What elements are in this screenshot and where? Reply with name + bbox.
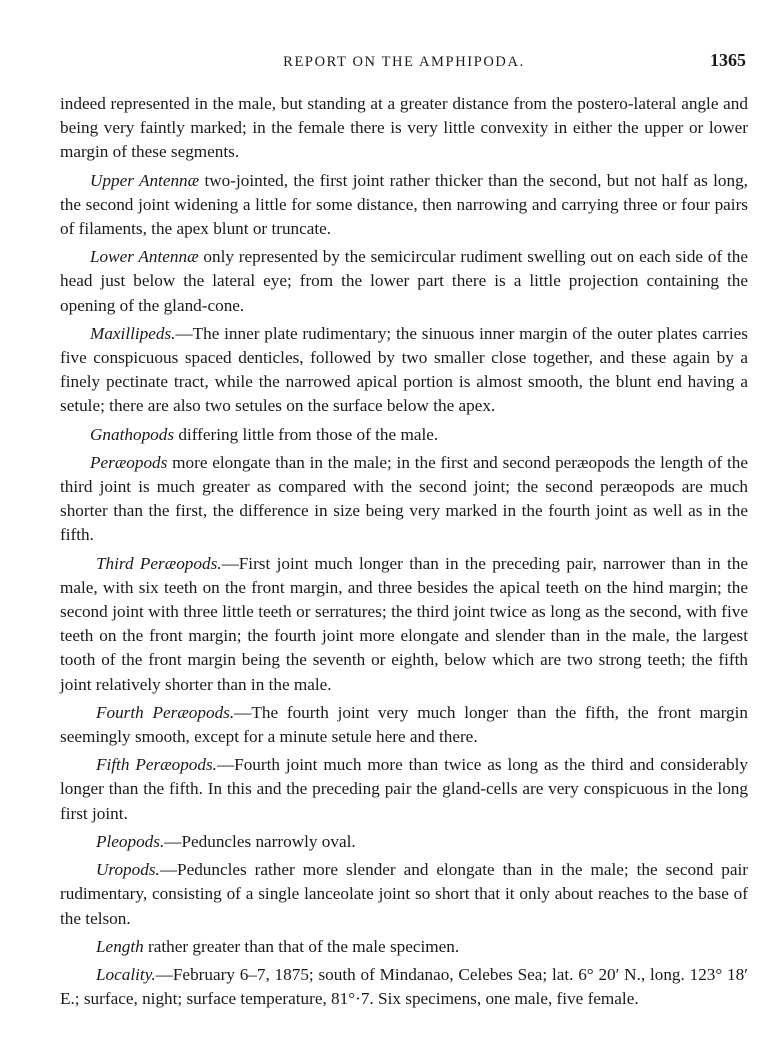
paragraph-pleopods <box>60 830 748 854</box>
paragraph-lead: Upper Antennæ <box>90 170 200 190</box>
body-text <box>60 92 748 1011</box>
page-number: 1365 <box>710 50 746 70</box>
paragraph-text: —The inner plate rudimentary; the sinuous inner margin of the outer plates carries five conspicuous spaced denticles, followed by two smaller close together, and these again by a finely pectinate tract, while the narrowed apical portion is almost smooth, the blunt end having a setule; there are also two setules on the surface below the apex. <box>60 323 748 416</box>
paragraph-text: —The fourth joint very much longer than the fifth, the front margin seemingly smooth, except for a minute setule here and there. <box>60 702 748 747</box>
paragraph-text: only represented by the semicircular rudiment swelling out on each side of the head just below the lateral eye; from the lower part there is a little projection containing the opening of the gland-cone. <box>60 247 748 315</box>
paragraph-text: —Fourth joint much more than twice as long as the third and considerably longer than the fifth. In this and the preceding pair the gland-cells are very conspicuous in the long first joint. <box>60 755 748 823</box>
paragraph-lead: Uropods. <box>96 860 160 880</box>
paragraph-lead: Length <box>96 936 144 956</box>
paragraph-text: —Peduncles narrowly oval. <box>164 831 356 851</box>
paragraph-lead: Maxillipeds. <box>90 323 176 343</box>
paragraph-text: —Peduncles rather more slender and elongate than in the male; the second pair rudimentary, consisting of a single lanceolate joint so short that it only about reaches to the base of the telson. <box>60 860 748 928</box>
paragraph-text: differing little from those of the male. <box>174 424 439 444</box>
paragraph-lead: Lower Antennæ <box>90 247 199 267</box>
paragraph-text: more elongate than in the male; in the first and second peræopods the length of the third joint is much greater as compared with the second joint; the second peræopods are much shorter than the first, the difference in size being very marked in the fourth joint as well as in the fifth. <box>60 452 748 545</box>
paragraph-continuation <box>60 92 748 165</box>
paragraph-text: rather greater than that of the male specimen. <box>143 936 460 956</box>
paragraph-text: —First joint much longer than in the preceding pair, narrower than in the male, with six teeth on the front margin, and three besides the apical teeth on the hind margin; the second joint with three little teeth or serratures; the third joint twice as long as the second, with five teeth on the front margin; the fourth joint more elongate and slender than in the male, the largest tooth of the front margin being the seventh or eighth, below which are two strong teeth; the fifth joint relatively shorter than in the male. <box>60 553 748 694</box>
document-page <box>60 50 748 1015</box>
paragraph-lead: Locality. <box>96 964 156 984</box>
paragraph-lead: Pleopods. <box>96 831 165 851</box>
paragraph-locality <box>60 963 748 1011</box>
paragraph-gnathopods <box>60 423 748 447</box>
paragraph-third-peraeopods <box>60 552 748 697</box>
running-head: REPORT ON THE AMPHIPODA. <box>283 54 525 70</box>
paragraph-text: indeed represented in the male, but standing at a greater distance from the postero-lateral angle and being very faintly marked; in the female there is very little convexity in either the upper or lower margin of these segments. <box>60 94 748 162</box>
paragraph-text: two-jointed, the first joint rather thicker than the second, but not half as long, the second joint widening a little for some distance, then narrowing and carrying three or four pairs of filaments, the apex blunt or truncate. <box>60 170 748 239</box>
paragraph-lead: Fifth Peræopods. <box>96 755 217 775</box>
paragraph-uropods <box>60 858 748 931</box>
paragraph-lead: Fourth Peræopods. <box>96 702 235 722</box>
paragraph-fourth-peraeopods <box>60 701 748 749</box>
paragraph-text: —February 6–7, 1875; south of Mindanao, Celebes Sea; lat. 6° 20′ N., long. 123° 18′ E.; surface, night; surface temperature, 81°·7. Six specimens, one male, five female. <box>60 964 748 1009</box>
paragraph-length <box>60 935 748 959</box>
paragraph-maxillipeds <box>60 322 748 419</box>
paragraph-fifth-peraeopods <box>60 753 748 826</box>
paragraph-lead: Peræopods <box>90 452 168 472</box>
paragraph-upper-antennae <box>60 169 748 242</box>
page-header <box>60 50 748 74</box>
paragraph-lower-antennae <box>60 245 748 318</box>
paragraph-lead: Gnathopods <box>90 424 175 444</box>
paragraph-peraeopods <box>60 451 748 548</box>
paragraph-lead: Third Peræopods. <box>96 553 222 573</box>
